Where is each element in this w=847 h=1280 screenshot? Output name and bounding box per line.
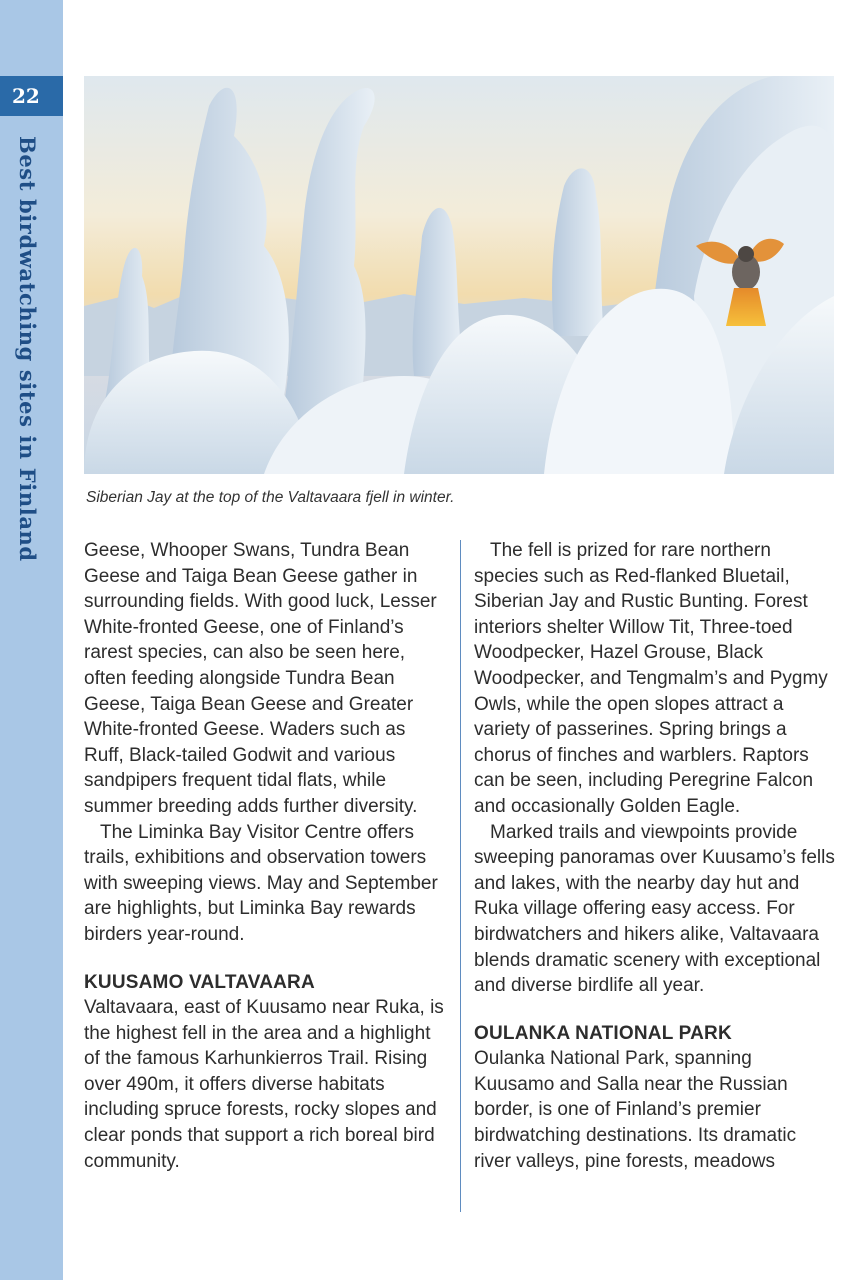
- heading-kuusamo-valtavaara: KUUSAMO VALTAVAARA: [84, 971, 315, 993]
- left-paragraph-2: The Liminka Bay Visitor Centre offers trails, exhibitions and observation towers with sweeping views. May and September are highlights, but Liminka Bay rewards birders year-round.: [84, 821, 438, 945]
- right-paragraph-2: Marked trails and viewpoints provide sweeping panoramas over Kuusamo’s fells and lakes, with the nearby day hut and Ruka village offering easy access. For birdwatchers and hikers alike, Valtavaara blends dramatic scenery with exceptional and diverse birdlife all year.: [474, 821, 835, 997]
- photo-siberian-jay-winter: [84, 76, 834, 474]
- right-paragraph-1: The fell is prized for rare northern species such as Red-flanked Bluetail, Siberian Jay and Rustic Bunting. Forest interiors shelter Willow Tit, Three-toed Woodpecker, Hazel Grouse, Black Woodpecker, and Tengmalm’s and Pygmy Owls, while the open slopes attract a variety of passerines. Spring brings a chorus of finches and warblers. Raptors can be seen, including Peregrine Falcon and occasionally Golden Eagle.: [474, 540, 828, 817]
- left-paragraph-1: Geese, Whooper Swans, Tundra Bean Geese and Taiga Bean Geese gather in surrounding fields. With good luck, Lesser White-fronted Geese, one of Finland’s rarest species, can also be seen here, often feeding alongside Tundra Bean Geese, Taiga Bean Geese and Greater White-fronted Geese. Waders such as Ruff, Black-tailed Godwit and various sandpipers frequent tidal flats, while summer breeding adds further diversity.: [84, 540, 437, 817]
- left-paragraph-3: Valtavaara, east of Kuusamo near Ruka, is the highest fell in the area and a highlight of the famous Karhunkierros Trail. Rising over 490m, it offers diverse habitats including spruce forests, rocky slopes and clear ponds that support a rich boreal bird community.: [84, 997, 444, 1172]
- photo-caption: Siberian Jay at the top of the Valtavaara fjell in winter.: [86, 489, 455, 506]
- heading-oulanka-national-park: OULANKA NATIONAL PARK: [474, 1022, 732, 1044]
- section-title-vertical: Best birdwatching sites in Finland: [15, 136, 40, 562]
- page-number: 22: [0, 76, 63, 116]
- right-paragraph-3: Oulanka National Park, spanning Kuusamo and Salla near the Russian border, is one of Finland’s premier birdwatching destinations. Its dramatic river valleys, pine forests, meadows: [474, 1048, 797, 1172]
- right-column: [474, 538, 836, 1174]
- column-divider: [460, 540, 461, 1212]
- left-column: [84, 538, 446, 1174]
